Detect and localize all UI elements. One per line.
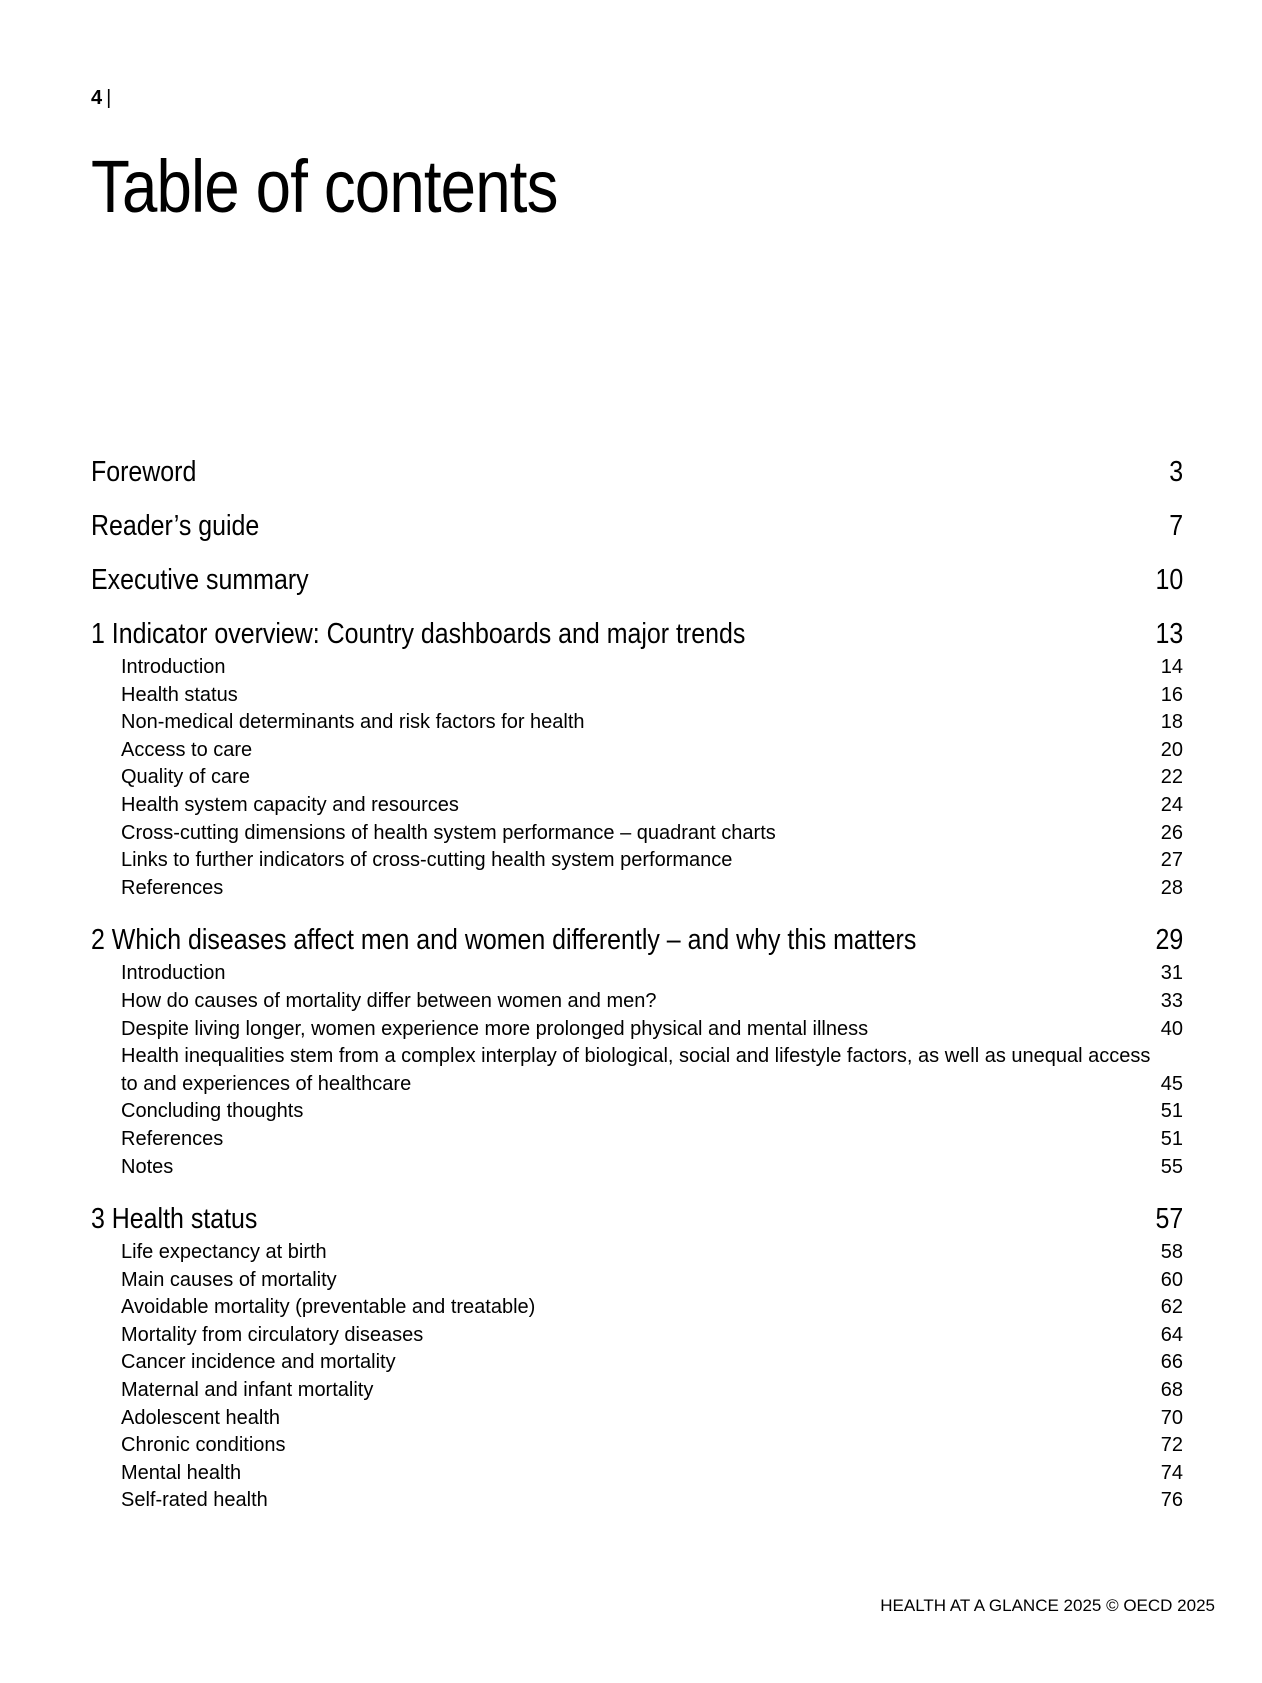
toc-chapter-2[interactable] [91, 920, 1183, 960]
toc-section-label: Introduction [121, 962, 226, 985]
toc-section-page: 74 [1160, 1461, 1183, 1484]
toc-chapter-label: 1 Indicator overview: Country dashboards and major trends [91, 618, 746, 650]
toc-section-page: 14 [1160, 656, 1183, 678]
toc-section[interactable] [91, 960, 1183, 988]
toc-section[interactable] [91, 1377, 1183, 1405]
toc-section-label: Avoidable mortality (preventable and treatable) [121, 1296, 536, 1319]
toc-section-label: Links to further indicators of cross-cutting health system performance [121, 849, 733, 872]
toc-entry-page: 3 [1169, 456, 1183, 488]
toc-section-label: How do causes of mortality differ between women and men? [121, 989, 657, 1012]
toc-chapter-page: 13 [1155, 618, 1183, 650]
toc-section-label: Concluding thoughts [121, 1100, 304, 1123]
toc-section-page: 31 [1160, 962, 1183, 985]
toc-chapter-page: 29 [1155, 924, 1183, 957]
toc-section[interactable] [91, 1405, 1183, 1433]
toc-section-page: 27 [1160, 849, 1183, 872]
toc-entry-executive-summary[interactable] [91, 560, 1183, 600]
toc-section-page: 22 [1160, 766, 1183, 789]
toc-section[interactable] [91, 682, 1183, 710]
toc-section-label: Despite living longer, women experience more prolonged physical and mental illness [121, 1017, 869, 1040]
toc-entry-readers-guide[interactable] [91, 506, 1183, 546]
toc-section[interactable] [91, 764, 1183, 792]
page-number-separator: | [106, 87, 112, 109]
toc-section-page: 16 [1160, 683, 1183, 706]
toc-section[interactable] [91, 737, 1183, 765]
toc-section[interactable] [91, 1267, 1183, 1295]
toc-section-label: Mortality from circulatory diseases [121, 1323, 424, 1346]
page-number-value: 4 [91, 87, 103, 109]
toc-section-label: References [121, 876, 224, 899]
page-title: Table of contents [91, 145, 558, 228]
toc-section-page: 33 [1160, 989, 1183, 1012]
toc-section-page: 62 [1160, 1296, 1183, 1319]
toc-section-label: Cancer incidence and mortality [121, 1351, 396, 1374]
toc-section-label: Main causes of mortality [121, 1268, 337, 1291]
toc-section[interactable] [91, 654, 1183, 682]
toc-section-label: Life expectancy at birth [121, 1241, 327, 1264]
toc-section[interactable] [91, 847, 1183, 875]
toc-chapter-label: 2 Which diseases affect men and women differently – and why this matters [91, 924, 917, 957]
toc-chapter-page: 57 [1155, 1203, 1183, 1236]
toc-chapter-3-sections [91, 1239, 1183, 1515]
toc-section-label: Introduction [121, 656, 226, 678]
toc-section[interactable] [91, 1322, 1183, 1350]
table-of-contents [91, 452, 1183, 1515]
toc-section-label: Health status [121, 683, 238, 706]
toc-section-label: References [121, 1127, 224, 1150]
toc-section-page: 58 [1160, 1241, 1183, 1264]
toc-section[interactable] [91, 1239, 1183, 1267]
toc-section-label: Non-medical determinants and risk factors for health [121, 711, 585, 734]
toc-section-page: 40 [1160, 1017, 1183, 1040]
toc-section[interactable] [91, 1098, 1183, 1126]
toc-section-page: 72 [1160, 1434, 1183, 1457]
toc-entry-label: Foreword [91, 456, 197, 488]
toc-section-page: 20 [1160, 738, 1183, 761]
toc-section-label: Quality of care [121, 766, 250, 789]
toc-section-page: 51 [1160, 1100, 1183, 1123]
toc-section-page: 28 [1160, 876, 1183, 899]
toc-chapter-1[interactable] [91, 614, 1183, 654]
toc-section-page: 55 [1160, 1155, 1183, 1178]
toc-section[interactable] [91, 1126, 1183, 1154]
page-footer: HEALTH AT A GLANCE 2025 © OECD 2025 [880, 1596, 1215, 1615]
toc-entry-page: 7 [1169, 510, 1183, 542]
toc-section[interactable] [91, 1487, 1183, 1515]
toc-section[interactable] [91, 1460, 1183, 1488]
toc-chapter-1-sections [91, 654, 1183, 902]
toc-entry-label: Reader’s guide [91, 510, 260, 542]
toc-section-label: Health system capacity and resources [121, 793, 459, 816]
toc-section[interactable] [91, 988, 1183, 1016]
toc-section[interactable] [91, 1432, 1183, 1460]
toc-section-label: Chronic conditions [121, 1434, 286, 1457]
toc-section-label: Notes [121, 1155, 174, 1178]
toc-section[interactable] [91, 792, 1183, 820]
toc-section-label: Maternal and infant mortality [121, 1379, 374, 1402]
toc-section[interactable] [91, 1349, 1183, 1377]
toc-section-page: 45 [1160, 1072, 1183, 1095]
toc-section-label: Adolescent health [121, 1406, 281, 1429]
toc-section-page: 68 [1160, 1379, 1183, 1402]
toc-section-page: 60 [1160, 1268, 1183, 1291]
toc-section[interactable] [91, 820, 1183, 848]
toc-section-page: 64 [1160, 1323, 1183, 1346]
toc-section[interactable] [91, 1043, 1183, 1098]
toc-chapter-label: 3 Health status [91, 1203, 258, 1236]
toc-section-label: Self-rated health [121, 1489, 268, 1512]
toc-section[interactable] [91, 1154, 1183, 1182]
toc-section-label: Health inequalities stem from a complex interplay of biological, social and lifestyle factors, as well as unequal access to and experiences of healthcare [121, 1045, 1151, 1095]
toc-section-page: 70 [1160, 1406, 1183, 1429]
toc-section-label: Access to care [121, 738, 253, 761]
toc-section-label: Cross-cutting dimensions of health system performance – quadrant charts [121, 821, 776, 844]
toc-chapter-3[interactable] [91, 1199, 1183, 1239]
toc-section-label: Mental health [121, 1461, 242, 1484]
toc-section-page: 24 [1160, 793, 1183, 816]
toc-chapter-2-sections [91, 960, 1183, 1181]
toc-entry-foreword[interactable] [91, 452, 1183, 492]
toc-entry-page: 10 [1155, 564, 1183, 596]
toc-section[interactable] [91, 709, 1183, 737]
page-number [91, 86, 111, 110]
toc-section-page: 66 [1160, 1351, 1183, 1374]
toc-section[interactable] [91, 1294, 1183, 1322]
toc-section-page: 51 [1160, 1127, 1183, 1150]
toc-section[interactable] [91, 1016, 1183, 1044]
toc-section-page: 18 [1160, 711, 1183, 734]
toc-entry-label: Executive summary [91, 564, 309, 596]
toc-section-page: 76 [1160, 1489, 1183, 1512]
toc-section-page: 26 [1160, 821, 1183, 844]
toc-section[interactable] [91, 875, 1183, 903]
